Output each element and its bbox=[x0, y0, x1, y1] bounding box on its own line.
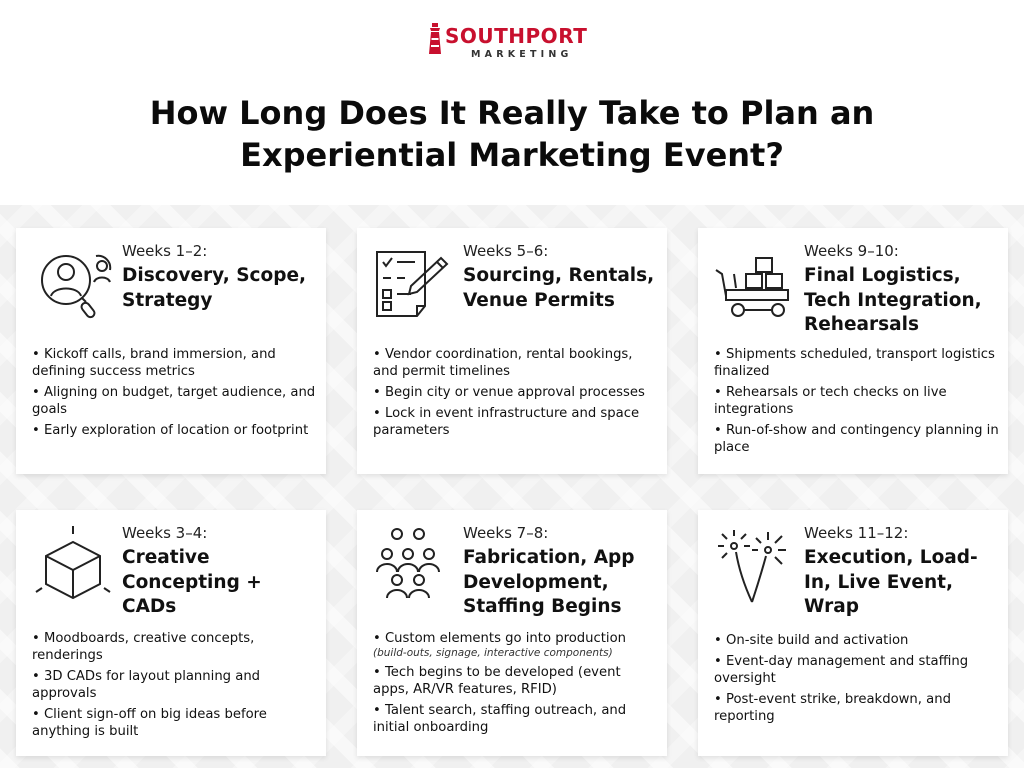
phase-title: Fabrication, App Development, Staffing Begins bbox=[463, 547, 635, 617]
bullet-item: • Post-event strike, breakdown, and reporting bbox=[714, 692, 951, 724]
bullet-item: • Moodboards, creative concepts, renderings bbox=[32, 631, 255, 663]
bullet-list bbox=[714, 346, 1000, 460]
bullet-item: • Client sign-off on big ideas before anything is built bbox=[32, 707, 267, 739]
bullet-note: (build-outs, signage, interactive components) bbox=[373, 647, 613, 659]
bullet-item: • Aligning on budget, target audience, and goals bbox=[32, 385, 316, 417]
checklist-pencil-icon bbox=[371, 240, 457, 330]
bullet-list bbox=[32, 630, 318, 744]
timeline-card-weeks-5-6 bbox=[357, 228, 667, 474]
brand-logo bbox=[425, 22, 605, 62]
bullet-item: • Run-of-show and contingency planning in place bbox=[714, 423, 999, 455]
bullet-item: • Kickoff calls, brand immersion, and defining success metrics bbox=[32, 347, 276, 379]
timeline-card-weeks-1-2 bbox=[16, 228, 326, 474]
bullet-item bbox=[373, 630, 659, 660]
brand-name: SOUTHPORT bbox=[445, 24, 588, 48]
timeline-card-weeks-11-12 bbox=[698, 510, 1008, 756]
bullet-item: • Tech begins to be developed (event apps, AR/VR features, RFID) bbox=[373, 665, 621, 697]
bullet-item: • Event-day management and staffing oversight bbox=[714, 654, 969, 686]
bullet-item: • Talent search, staffing outreach, and initial onboarding bbox=[373, 703, 627, 735]
bullet-item: • On-site build and activation bbox=[714, 633, 909, 648]
person-magnifier-icon bbox=[30, 240, 116, 330]
bullet-list bbox=[373, 346, 659, 443]
3d-cube-icon bbox=[30, 522, 116, 612]
bullet-item: • 3D CADs for layout planning and approvals bbox=[32, 669, 261, 701]
phase-title: Execution, Load-In, Live Event, Wrap bbox=[804, 547, 978, 617]
page-title: How Long Does It Really Take to Plan an Experiential Marketing Event? bbox=[149, 94, 875, 174]
bullet-list bbox=[373, 630, 659, 740]
team-people-icon bbox=[371, 522, 457, 612]
weeks-label: Weeks 3–4: bbox=[122, 524, 208, 542]
fireworks-icon bbox=[712, 522, 798, 612]
timeline-card-weeks-7-8 bbox=[357, 510, 667, 756]
weeks-label: Weeks 7–8: bbox=[463, 524, 549, 542]
bullet-text: • Custom elements go into production bbox=[373, 631, 627, 646]
phase-title: Discovery, Scope, Strategy bbox=[122, 265, 307, 311]
bullet-item: • Rehearsals or tech checks on live integrations bbox=[714, 385, 947, 417]
phase-title: Final Logistics, Tech Integration, Rehearsals bbox=[804, 265, 982, 335]
bullet-item: • Vendor coordination, rental bookings, and permit timelines bbox=[373, 347, 633, 379]
phase-title: Sourcing, Rentals, Venue Permits bbox=[463, 265, 655, 311]
bullet-item: • Begin city or venue approval processes bbox=[373, 385, 645, 400]
lighthouse-icon bbox=[425, 22, 445, 56]
timeline-card-weeks-3-4 bbox=[16, 510, 326, 756]
bullet-item: • Lock in event infrastructure and space parameters bbox=[373, 406, 640, 438]
bullet-item: • Shipments scheduled, transport logistics finalized bbox=[714, 347, 995, 379]
weeks-label: Weeks 5–6: bbox=[463, 242, 549, 260]
weeks-label: Weeks 1–2: bbox=[122, 242, 208, 260]
cart-boxes-icon bbox=[712, 240, 798, 330]
weeks-label: Weeks 11–12: bbox=[804, 524, 909, 542]
timeline-card-weeks-9-10 bbox=[698, 228, 1008, 474]
weeks-label: Weeks 9–10: bbox=[804, 242, 899, 260]
bullet-item: • Early exploration of location or footprint bbox=[32, 423, 309, 438]
phase-title: Creative Concepting + CADs bbox=[122, 547, 262, 617]
bullet-list bbox=[32, 346, 318, 443]
bullet-list bbox=[714, 632, 1000, 729]
brand-subtitle: MARKETING bbox=[471, 49, 573, 60]
